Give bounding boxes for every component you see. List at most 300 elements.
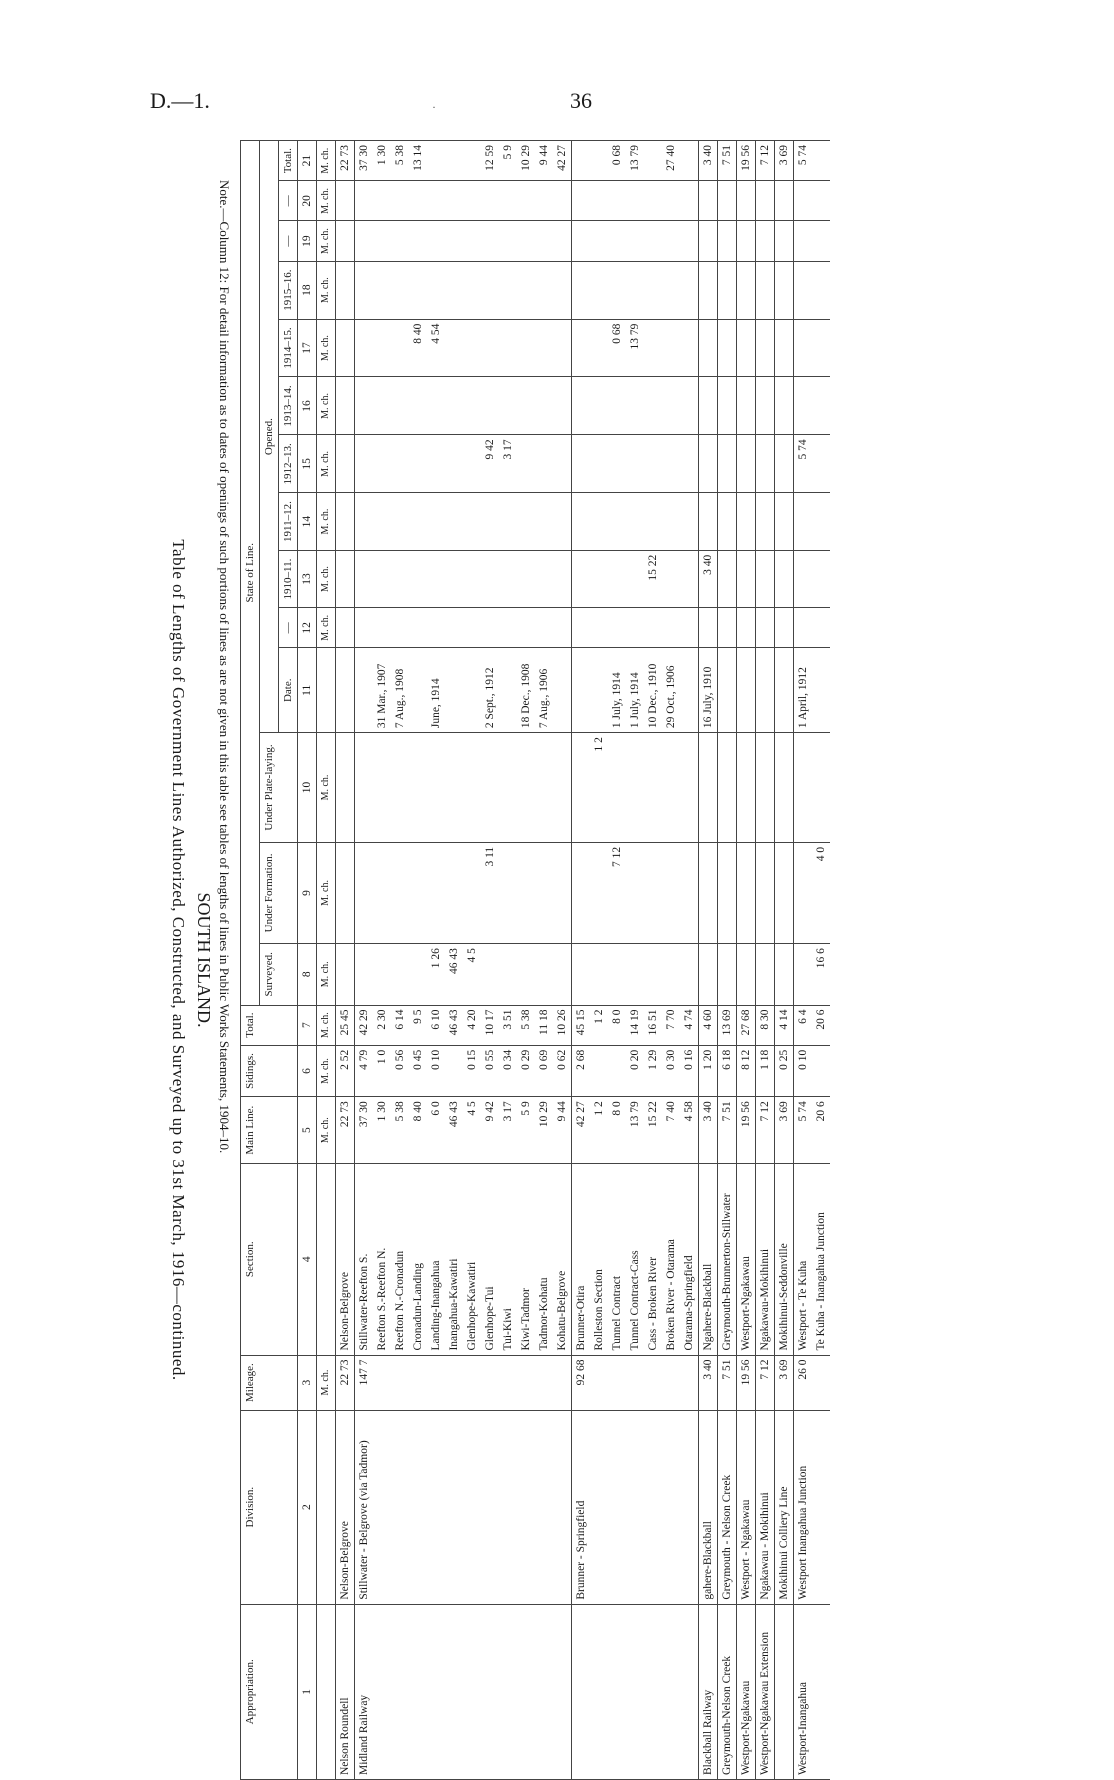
cell-date: [718, 648, 737, 733]
cell-appropriation: [499, 1604, 517, 1779]
cell-c15: [680, 435, 699, 493]
cell-c12: [517, 608, 535, 648]
table-row: [427, 141, 445, 1780]
table-body: [298, 141, 831, 1780]
cell-total: 46 43: [445, 1005, 463, 1045]
cell-c13: [427, 550, 445, 607]
column-number: 11: [298, 648, 317, 733]
cell-sidings: 0 34: [499, 1045, 517, 1097]
cell-appropriation: Westport-Ngakawau: [737, 1604, 756, 1779]
cell-formation: [463, 842, 481, 943]
cell-surveyed: 46 43: [445, 944, 463, 1005]
cell-formation: [535, 842, 553, 943]
col-1911: 1911–12.: [279, 493, 298, 550]
table-row: [662, 141, 680, 1780]
cell-division: [445, 1410, 463, 1604]
cell-appropriation: Nelson Roundell: [336, 1604, 355, 1779]
cell-c17: [463, 319, 481, 377]
cell-platelaying: [463, 733, 481, 843]
cell-date: [680, 648, 699, 733]
cell-mileage: [680, 1355, 699, 1410]
col-mileage: Mileage.: [241, 1355, 298, 1410]
cell-empty: [517, 493, 535, 550]
cell-section: Brunner-Otira: [572, 1164, 591, 1356]
cell-surveyed: [756, 944, 775, 1005]
cell-c12: [737, 608, 756, 648]
cell-formation: [699, 842, 718, 943]
cell-date: [355, 648, 374, 733]
cell-platelaying: [336, 733, 355, 843]
cell-surveyed: [680, 944, 699, 1005]
cell-platelaying: [517, 733, 535, 843]
cell-opened: [812, 141, 830, 181]
cell-division: Ngakawau - Mokihinui: [756, 1410, 775, 1604]
cell-division: [373, 1410, 391, 1604]
table-row: [608, 141, 626, 1780]
cell-opened: 9 44: [535, 141, 553, 181]
cell-c13: [463, 550, 481, 607]
cell-empty: [644, 221, 662, 261]
cell-sidings: 0 45: [409, 1045, 427, 1097]
cell-appropriation: [535, 1604, 553, 1779]
cell-platelaying: [794, 733, 813, 843]
col-surveyed: Surveyed.: [260, 944, 298, 1005]
column-number: 9: [298, 842, 317, 943]
column-number: 6: [298, 1045, 317, 1097]
cell-formation: [775, 842, 794, 943]
cell-empty: [355, 181, 374, 221]
cell-c13: [680, 550, 699, 607]
cell-c15: [644, 435, 662, 493]
cell-c15: [535, 435, 553, 493]
column-number: 3: [298, 1355, 317, 1410]
table-note: Note.—Column 12: For detail information as to dates of openings of such portions of lines as are not given in this table see tables of lengths of lines in Public Works Statements, 1904–10.: [217, 180, 232, 1154]
cell-empty: [445, 493, 463, 550]
col-1912: 1912–13.: [279, 435, 298, 493]
cell-empty: [626, 261, 644, 319]
cell-empty: [499, 181, 517, 221]
cell-empty: [553, 377, 572, 435]
cell-empty: [463, 493, 481, 550]
cell-surveyed: [644, 944, 662, 1005]
col-main-line: Main Line.: [241, 1097, 298, 1164]
cell-section: Otarama-Springfield: [680, 1164, 699, 1356]
cell-c12: [499, 608, 517, 648]
cell-opened: 0 68: [608, 141, 626, 181]
cell-empty: [626, 221, 644, 261]
table-row: [517, 141, 535, 1780]
column-number: 15: [298, 435, 317, 493]
cell-empty: [662, 261, 680, 319]
cell-opened: [590, 141, 608, 181]
cell-empty: [608, 181, 626, 221]
cell-date: 18 Dec., 1908: [517, 648, 535, 733]
unit-cell: M. ch.: [317, 1045, 336, 1097]
cell-total: 27 68: [737, 1005, 756, 1045]
cell-c15: [517, 435, 535, 493]
column-number: 18: [298, 261, 317, 319]
cell-empty: [572, 261, 591, 319]
column-number: 13: [298, 550, 317, 607]
cell-formation: [794, 842, 813, 943]
unit-cell: M. ch.: [317, 944, 336, 1005]
cell-opened: 42 27: [553, 141, 572, 181]
cell-platelaying: [756, 733, 775, 843]
cell-empty: [590, 493, 608, 550]
table-row: [409, 141, 427, 1780]
cell-mileage: [517, 1355, 535, 1410]
table-title: Table of Lengths of Government Lines Authorized, Constructed, and Surveyed up to 31st March, 1916—continued.: [169, 539, 188, 1381]
cell-total: 45 15: [572, 1005, 591, 1045]
cell-date: June, 1914: [427, 648, 445, 733]
cell-opened: 27 40: [662, 141, 680, 181]
cell-section: Kohatu-Belgrove: [553, 1164, 572, 1356]
cell-opened: 3 40: [699, 141, 718, 181]
cell-empty: [756, 261, 775, 319]
cell-surveyed: [590, 944, 608, 1005]
cell-main: 10 29: [535, 1097, 553, 1164]
cell-c12: [355, 608, 374, 648]
cell-main: 5 38: [391, 1097, 409, 1164]
cell-sidings: [590, 1045, 608, 1097]
cell-platelaying: [535, 733, 553, 843]
cell-total: 7 70: [662, 1005, 680, 1045]
unit-cell: M. ch.: [317, 221, 336, 261]
cell-c13: [445, 550, 463, 607]
cell-platelaying: [608, 733, 626, 843]
cell-empty: [680, 221, 699, 261]
cell-appropriation: [608, 1604, 626, 1779]
cell-c17: [662, 319, 680, 377]
cell-mileage: 147 7: [355, 1355, 374, 1410]
unit-cell: M. ch.: [317, 842, 336, 943]
table-row: [336, 141, 355, 1780]
cell-opened: 1 30: [373, 141, 391, 181]
cell-section: Rolleston Section: [590, 1164, 608, 1356]
cell-opened: 7 12: [756, 141, 775, 181]
cell-empty: [608, 261, 626, 319]
cell-appropriation: [391, 1604, 409, 1779]
cell-empty: [481, 221, 499, 261]
cell-empty: [812, 221, 830, 261]
col-appropriation: Appropriation.: [241, 1604, 298, 1779]
cell-empty: [737, 493, 756, 550]
cell-opened: 7 51: [718, 141, 737, 181]
cell-opened: 5 38: [391, 141, 409, 181]
cell-c13: [391, 550, 409, 607]
cell-c17: [517, 319, 535, 377]
cell-platelaying: [718, 733, 737, 843]
cell-formation: [499, 842, 517, 943]
cell-empty: [409, 377, 427, 435]
table-row: [699, 141, 718, 1780]
cell-surveyed: [608, 944, 626, 1005]
cell-empty: [756, 221, 775, 261]
lengths-table: [240, 140, 830, 1780]
cell-surveyed: [355, 944, 374, 1005]
table-row: [644, 141, 662, 1780]
cell-total: 4 60: [699, 1005, 718, 1045]
cell-main: 5 74: [794, 1097, 813, 1164]
col-1913: 1913–14.: [279, 377, 298, 435]
column-number: 2: [298, 1410, 317, 1604]
cell-main: 19 56: [737, 1097, 756, 1164]
cell-total: 8 30: [756, 1005, 775, 1045]
cell-empty: [373, 377, 391, 435]
cell-section: Greymouth-Brunnerton-Stillwater: [718, 1164, 737, 1356]
cell-c12: [336, 608, 355, 648]
cell-empty: [590, 221, 608, 261]
rotated-content: [150, 140, 1000, 1780]
cell-c12: [535, 608, 553, 648]
cell-appropriation: Westport-Inangahua: [794, 1604, 813, 1779]
cell-platelaying: [626, 733, 644, 843]
cell-sidings: 0 69: [535, 1045, 553, 1097]
cell-division: Stillwater - Belgrove (via Tadmor): [355, 1410, 374, 1604]
cell-sidings: 1 0: [373, 1045, 391, 1097]
cell-total: 20 6: [812, 1005, 830, 1045]
table-row: [626, 141, 644, 1780]
cell-appropriation: Blackball Railway: [699, 1604, 718, 1779]
unit-cell: M. ch.: [317, 319, 336, 377]
cell-empty: [794, 377, 813, 435]
cell-c13: [662, 550, 680, 607]
cell-c13: [608, 550, 626, 607]
cell-appropriation: [427, 1604, 445, 1779]
cell-c13: [572, 550, 591, 607]
cell-division: [463, 1410, 481, 1604]
cell-main: 42 27: [572, 1097, 591, 1164]
cell-total: 4 74: [680, 1005, 699, 1045]
cell-empty: [553, 493, 572, 550]
cell-sidings: [608, 1045, 626, 1097]
cell-formation: [662, 842, 680, 943]
cell-empty: [535, 377, 553, 435]
col-section: Section.: [241, 1164, 298, 1356]
cell-sidings: 0 56: [391, 1045, 409, 1097]
column-number: 17: [298, 319, 317, 377]
cell-c15: [626, 435, 644, 493]
cell-division: [481, 1410, 499, 1604]
cell-opened: [463, 141, 481, 181]
cell-empty: [737, 181, 756, 221]
cell-empty: [463, 221, 481, 261]
cell-sidings: 8 12: [737, 1045, 756, 1097]
cell-division: [517, 1410, 535, 1604]
cell-empty: [445, 181, 463, 221]
cell-empty: [699, 493, 718, 550]
cell-c15: [590, 435, 608, 493]
cell-empty: [699, 221, 718, 261]
cell-division: gahere-Blackball: [699, 1410, 718, 1604]
cell-platelaying: [572, 733, 591, 843]
cell-section: Westport-Ngakawau: [737, 1164, 756, 1356]
cell-c12: [572, 608, 591, 648]
cell-empty: [481, 377, 499, 435]
cell-empty: [756, 493, 775, 550]
cell-c13: [481, 550, 499, 607]
column-number: 19: [298, 221, 317, 261]
cell-empty: [590, 181, 608, 221]
cell-c12: [409, 608, 427, 648]
page-number: 36: [570, 88, 592, 113]
cell-empty: [481, 261, 499, 319]
cell-empty: [336, 493, 355, 550]
cell-empty: [812, 181, 830, 221]
table-row: [718, 141, 737, 1780]
cell-c12: [608, 608, 626, 648]
cell-c12: [481, 608, 499, 648]
table-row: [775, 141, 794, 1780]
cell-date: 1 April, 1912: [794, 648, 813, 733]
cell-sidings: 2 68: [572, 1045, 591, 1097]
column-number: 8: [298, 944, 317, 1005]
table-row: [737, 141, 756, 1780]
cell-opened: [680, 141, 699, 181]
cell-c13: [373, 550, 391, 607]
cell-empty: [699, 377, 718, 435]
cell-empty: [608, 493, 626, 550]
cell-formation: [590, 842, 608, 943]
cell-date: 1 July, 1914: [626, 648, 644, 733]
cell-sidings: 0 16: [680, 1045, 699, 1097]
cell-section: Reefton S.-Reefton N.: [373, 1164, 391, 1356]
cell-c15: [553, 435, 572, 493]
cell-division: [812, 1410, 830, 1604]
cell-division: [535, 1410, 553, 1604]
cell-empty: [662, 493, 680, 550]
cell-main: 3 69: [775, 1097, 794, 1164]
cell-empty: [756, 377, 775, 435]
cell-total: 1 2: [590, 1005, 608, 1045]
cell-total: 42 29: [355, 1005, 374, 1045]
cell-section: Tunnel Contract-Cass: [626, 1164, 644, 1356]
cell-division: [608, 1410, 626, 1604]
cell-section: Glenhope-Tui: [481, 1164, 499, 1356]
cell-c15: [427, 435, 445, 493]
cell-empty: [572, 377, 591, 435]
cell-sidings: 6 18: [718, 1045, 737, 1097]
col-division: Division.: [241, 1410, 298, 1604]
cell-c17: [812, 319, 830, 377]
cell-empty: [737, 377, 756, 435]
table-row: [572, 141, 591, 1780]
cell-date: [553, 648, 572, 733]
cell-c13: [590, 550, 608, 607]
cell-date: 2 Sept., 1912: [481, 648, 499, 733]
cell-total: 4 14: [775, 1005, 794, 1045]
cell-total: 25 45: [336, 1005, 355, 1045]
cell-c17: [718, 319, 737, 377]
cell-section: Broken River - Otarama: [662, 1164, 680, 1356]
column-number: 12: [298, 608, 317, 648]
cell-mileage: [373, 1355, 391, 1410]
cell-division: [409, 1410, 427, 1604]
cell-opened: 3 69: [775, 141, 794, 181]
cell-empty: [535, 493, 553, 550]
cell-formation: 3 11: [481, 842, 499, 943]
cell-platelaying: [680, 733, 699, 843]
cell-c13: 15 22: [644, 550, 662, 607]
table-row: [535, 141, 553, 1780]
cell-opened: 5 74: [794, 141, 813, 181]
cell-empty: [535, 221, 553, 261]
cell-opened: 37 30: [355, 141, 374, 181]
table-row: [553, 141, 572, 1780]
cell-empty: [481, 181, 499, 221]
cell-appropriation: [644, 1604, 662, 1779]
cell-formation: [553, 842, 572, 943]
table-row: [445, 141, 463, 1780]
cell-c13: [409, 550, 427, 607]
cell-empty: [737, 221, 756, 261]
cell-c15: [608, 435, 626, 493]
cell-c13: 3 40: [699, 550, 718, 607]
cell-empty: [427, 377, 445, 435]
cell-empty: [391, 377, 409, 435]
cell-empty: [535, 261, 553, 319]
cell-empty: [626, 377, 644, 435]
cell-mileage: [409, 1355, 427, 1410]
cell-opened: 12 59: [481, 141, 499, 181]
unit-cell: M. ch.: [317, 141, 336, 181]
page-reference: D.—1.: [150, 88, 210, 113]
cell-sidings: 1 18: [756, 1045, 775, 1097]
cell-empty: [718, 493, 737, 550]
unit-cell: M. ch.: [317, 733, 336, 843]
cell-date: [463, 648, 481, 733]
cell-c12: [391, 608, 409, 648]
cell-c15: [737, 435, 756, 493]
cell-appropriation: [572, 1604, 591, 1779]
cell-c12: [718, 608, 737, 648]
cell-formation: [373, 842, 391, 943]
cell-c17: [535, 319, 553, 377]
cell-c12: [699, 608, 718, 648]
cell-mileage: 3 69: [775, 1355, 794, 1410]
cell-total: 3 51: [499, 1005, 517, 1045]
cell-sidings: 0 30: [662, 1045, 680, 1097]
cell-surveyed: [572, 944, 591, 1005]
col-sidings: Sidings.: [241, 1045, 298, 1097]
cell-appropriation: Greymouth-Nelson Creek: [718, 1604, 737, 1779]
cell-c12: [644, 608, 662, 648]
cell-empty: [517, 181, 535, 221]
cell-empty: [445, 377, 463, 435]
cell-empty: [336, 181, 355, 221]
page-speck: ·: [432, 100, 436, 114]
cell-c13: [812, 550, 830, 607]
cell-mileage: 22 73: [336, 1355, 355, 1410]
cell-appropriation: [373, 1604, 391, 1779]
unit-cell: M. ch.: [317, 1097, 336, 1164]
cell-empty: [499, 377, 517, 435]
cell-sidings: 0 55: [481, 1045, 499, 1097]
cell-section: Cronadun-Landing: [409, 1164, 427, 1356]
cell-mileage: [626, 1355, 644, 1410]
cell-empty: [355, 493, 374, 550]
column-number: 7: [298, 1005, 317, 1045]
cell-empty: [553, 181, 572, 221]
unit-cell: M. ch.: [317, 493, 336, 550]
cell-empty: [336, 221, 355, 261]
cell-total: 9 5: [409, 1005, 427, 1045]
table-row: [590, 141, 608, 1780]
cell-total: 5 38: [517, 1005, 535, 1045]
cell-division: [644, 1410, 662, 1604]
cell-main: 3 40: [699, 1097, 718, 1164]
table-row: [794, 141, 813, 1780]
